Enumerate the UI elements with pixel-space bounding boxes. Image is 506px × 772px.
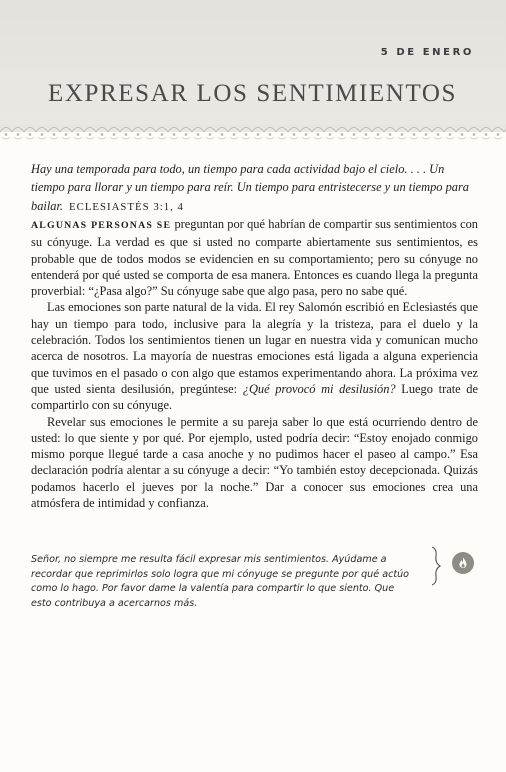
date-label: 5 DE ENERO bbox=[380, 47, 474, 58]
paragraph-2 bbox=[31, 299, 478, 413]
paragraph-2-italic: ¿Qué provocó mi desilusión? bbox=[242, 381, 396, 396]
paragraph-2-text: Las emociones son parte natural de la vida. El rey Salomón escribió en Eclesiastés que hay un tiempo para todo, inclusive para la alegría y la tristeza, para el duelo y la celebración. Todos los sentimientos tienen un lugar en nuestra vida y comunican mucho acerca de nosotros. La mayoría de nuestras emociones está ligada a alguna experiencia que tuvimos en el pasado o con algo que estamos experimentando ahora. La próxima vez que usted sienta desilusión, pregúntese: bbox=[31, 300, 478, 396]
page-header bbox=[0, 0, 506, 132]
brace-ornament bbox=[428, 546, 444, 586]
decorative-border bbox=[0, 124, 506, 142]
verse-reference: ECLESIASTÉS 3:1, 4 bbox=[69, 200, 184, 213]
paragraph-1-text: preguntan por qué habrían de compartir sus sentimientos con su cónyuge. La verdad es que si usted no comparte abiertamente sus sentimientos, es probable que de todos modos se evidencien en su comportamiento; pero su cónyuge no entenderá por qué usted se comporta de esa manera. Entonces es cuando llega la pregunta proverbial: “¿Pasa algo?” Su cónyuge sabe que algo pasa, pero no sabe qué. bbox=[31, 217, 478, 299]
paragraph-3: Revelar sus emociones le permite a su pareja saber lo que está ocurriendo dentro de usted: lo que siente y por qué. Por ejemplo, usted podría decir: “Estoy enojado conmigo mismo porque llegué tarde a casa anoche y no pudimos hacer el paseo al campo.” Esa declaración podría alentar a su cónyuge a decir: “Yo también estoy decepcionada. Quizás podamos hacerlo el jueves por la noche.” Dar a conocer sus emociones crea una atmósfera de intimidad y confianza. bbox=[31, 414, 478, 511]
devotional-body bbox=[31, 216, 478, 511]
verse-text: Hay una temporada para todo, un tiempo para cada actividad bajo el cielo. . . . Un tiempo para llorar y un tiempo para reír. Un tiempo para entristecerse y un tiempo para bailar. bbox=[31, 162, 469, 213]
paragraph-2-end: Luego trate de compartirlo con su cónyuge. bbox=[31, 381, 478, 413]
prayer-text: Señor, no siempre me resulta fácil expresar mis sentimientos. Ayúdame a recordar que reprimirlos solo logra que mi cónyuge se pregunte por qué actúo como lo hago. Por favor dame la valentía para compartir lo que siento. Que esto contribuya a acercarnos más. bbox=[31, 554, 410, 609]
scripture-verse bbox=[31, 160, 476, 216]
flame-icon bbox=[452, 552, 474, 574]
lead-in-text: ALGUNAS PERSONAS SE bbox=[31, 220, 172, 231]
page-title: EXPRESAR LOS SENTIMIENTOS bbox=[48, 80, 458, 107]
paragraph-1 bbox=[31, 216, 478, 299]
